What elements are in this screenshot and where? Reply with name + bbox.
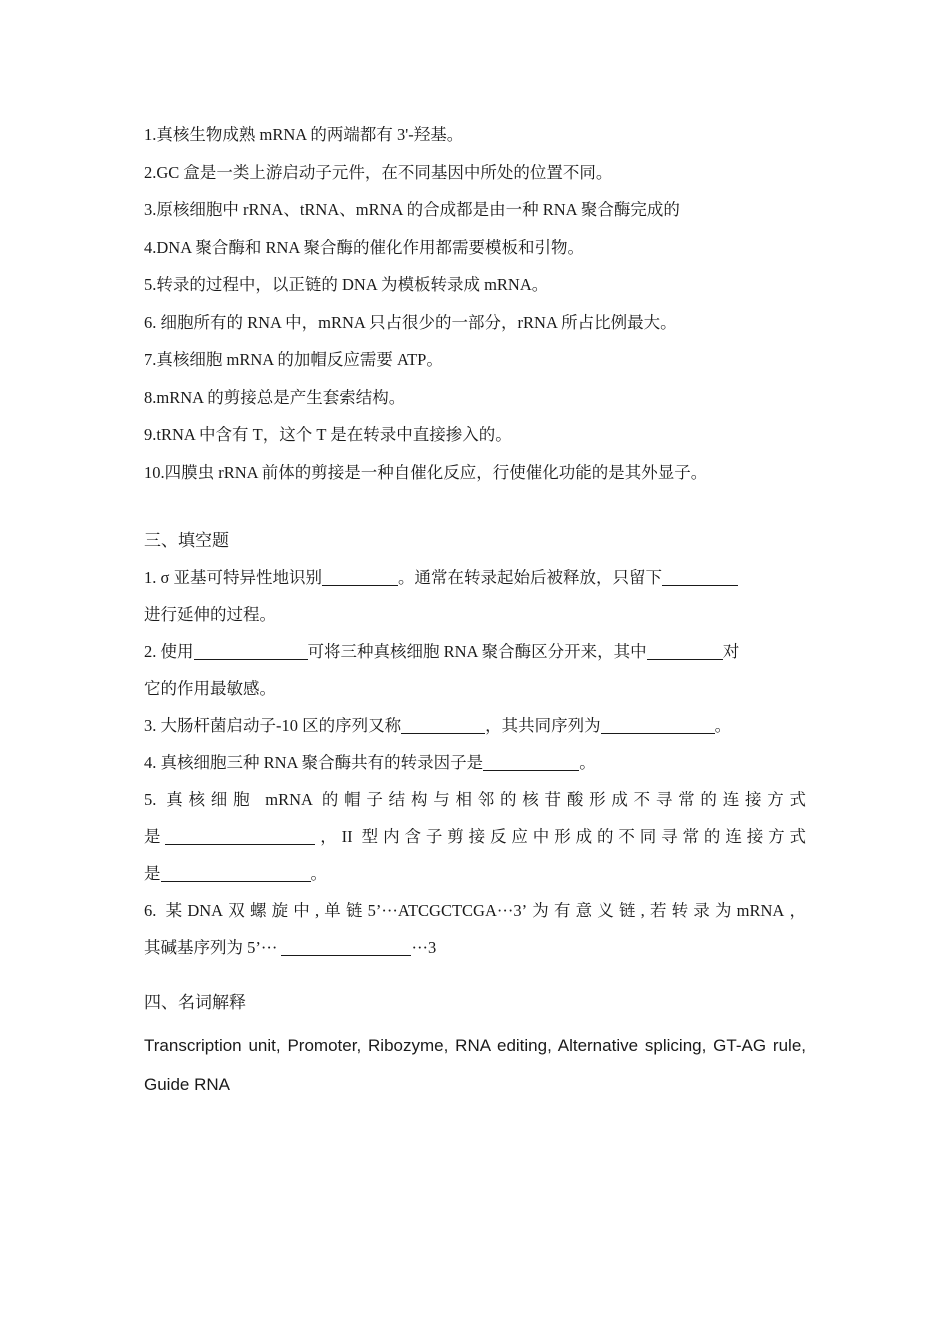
question-item: 2.GC 盒是一类上游启动子元件，在不同基因中所处的位置不同。 [144,162,613,182]
question-item: 10.四膜虫 rRNA 前体的剪接是一种自催化反应，行使催化功能的是其外显子。 [144,462,708,482]
terms-list: Transcription unit, Promoter, Ribozyme, RNA editing, Alternative splicing, GT-AG rule, Guide RNA [144,1036,806,1094]
answer-blank [281,939,411,957]
question-item: 6. 细胞所有的 RNA 中，mRNA 只占很少的一部分，rRNA 所占比例最大。 [144,312,677,332]
fill-question-6-line-2: 其碱基序列为 5’··· ···3 [144,938,437,957]
answer-blank [647,643,723,661]
fill-question-5-line-1: 5. 真核细胞 mRNA 的帽子结构与相邻的核苷酸形成不寻常的连接方式 [144,790,806,809]
true-false-questions [144,116,814,491]
question-item: 1.真核生物成熟 mRNA 的两端都有 3'-羟基。 [144,125,464,144]
answer-blank [194,643,308,661]
answer-blank [322,569,398,587]
question-item: 3.原核细胞中 rRNA、tRNA、mRNA 的合成都是由一种 RNA 聚合酶完成的 [144,200,680,219]
fill-question-1: 1. σ 亚基可特异性地识别 。通常在转录起始后被释放，只留下 进行延伸的过程。 [144,559,806,633]
question-item: 9.tRNA 中含有 T，这个 T 是在转录中直接掺入的。 [144,425,512,444]
question-item: 4.DNA 聚合酶和 RNA 聚合酶的催化作用都需要模板和引物。 [144,237,585,257]
answer-blank [483,754,579,772]
fill-question-5-line-2: 是 ，II 型内含子剪接反应中形成的不同寻常的连接方式 [144,827,806,846]
answer-blank [161,865,311,883]
question-item: 7.真核细胞 mRNA 的加帽反应需要 ATP。 [144,350,443,369]
fill-in-questions [144,559,806,966]
fill-question-6-line-1: 6. 某DNA双螺旋中,单链5’···ATCGCTCGA···3’为有意义链,若转录为mRNA， [144,901,806,920]
fill-question-5-line-3: 是 。 [144,864,327,883]
question-item: 8.mRNA 的剪接总是产生套索结构。 [144,387,406,407]
answer-blank [662,569,738,587]
fill-question-3: 3. 大肠杆菌启动子-10 区的序列又称 ，其共同序列为 。 [144,716,732,735]
question-item: 5.转录的过程中，以正链的 DNA 为模板转录成 mRNA。 [144,275,549,294]
fill-in-section-heading: 三、填空题 [144,531,229,550]
terms-section-heading: 四、名词解释 [144,993,246,1012]
answer-blank [165,828,315,846]
answer-blank [401,717,485,735]
answer-blank [601,717,715,735]
fill-question-4: 4. 真核细胞三种 RNA 聚合酶共有的转录因子是 。 [144,753,596,772]
fill-question-2: 2. 使用 可将三种真核细胞 RNA 聚合酶区分开来，其中 对 它的作用最敏感。 [144,642,740,698]
